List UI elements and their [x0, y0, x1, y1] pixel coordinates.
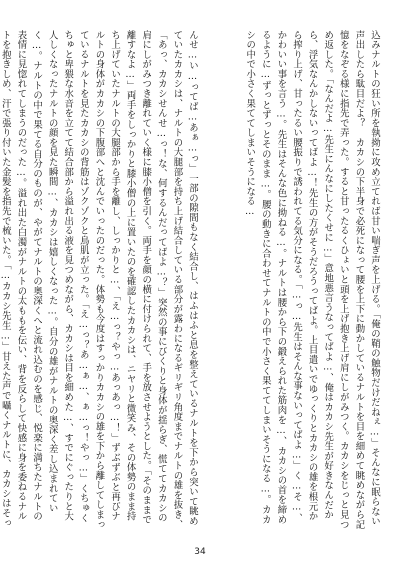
text-column-right: 込みナルトの狂い所を執拗に攻め立てれば甘い喘ぎ声を上げる。「俺の鞘の触物だけだねぇ…」そんなに眠らない声出したら駄目だよ？ カカシの下半身で必死になって腰を上下に動かしているナルトを目を細めて眺めながら記憶をなぞる様に指先で弄った。すると甘ったるくひょいと頭を上げ抱き上げ肩にしがみつく。カカシをじっと見つめ返した。「なんだよ…先生にんなにしたくせに…」意地悪言うなってばよ…、俺はカカシ先生が好きなんだから、浮気なんかしないってばよ…！先生の方がそうだろうってばよ。上目遣いでゆっくりとカカシの雄を根元から搾り上げ、甘ったるい腰振りで誘われてる気分になる。「…っ…先生はそんな事ないってばよ…」く…そ…、かわいい事を言う…。先生はそんな色に拗ねる…。ナルトは腰から下の鍛えられた筋肉を…、カカシの首を締めるように…ずっとずっとそのまま…。腰の動きに合わせてナルトの中で小さく果ててしまいそうになる…。カカシの中で小さく果ててしまいそうになる… — [244, 30, 380, 530]
page-number: 34 — [194, 547, 206, 557]
text-column-left: んせ…い…ってば…あぁ…っ」一部の隙間もなく結合し、はふはふと息を整えているナルトを下から突いて眺めていたカカシは、ナルトの大腿部を持ち上げ結合している部分が露わになるギリギリ角度までナルトの雄を抜き、「あっ、カカシせんせ…っ！な、何するんだってばよ…？」突然の事にびくりと身体が揺らぎ、慌ててカカシの肩にしがみつき離れていく様に膝小僧を引く。両手を顔の横に付けられて、手を放させようとした。「そのままで離すなよ…」両手をしっかりと膝小僧の上に置いたのを確認したカカシは、ニヤリと微笑み、その体勢のまま持ち上げていたナルトの大腿部から手を離し、しっかりと…、「え…っ？やっ…あっあっ…！」ずぶずぶと再びナルトの身体がカカシの下腹部へと沈んでいったのだった。体勢も今度はすっかりカカシの雄を下から離してしまっているナルトを見たカカシの背筋はゾクゾクと鳥肌が立った。「え…っ？あ…ぁ…、ぁ…っ！やっ…」くちゅくちゅと卑猥な水音を立てて結合部から溢れ出る液を見つめながら、カカシは目を細めた…、すでにぐったりと大人しくなったナルトの顔を見た瞬間…、カカシは嬉しくなった…。自分の雄がナルトの奥深く差し込まれていく…。ナルトの中で果てる自分のものが、やがてナルトの奥深くへと流れ込むのを感じ、悦楽に満ちたナルトの表情に見惚れてしまうのだった…。溢れ出た白濁がナルトの太ももを伝い、背を反らして快感に身を委ねるナルトを抱きしめ、汗で張り付いた金髪を指先で梳いた。「…カカシ先生…」甘えた声で囁くナルトに、カカシはそっ — [0, 30, 198, 530]
